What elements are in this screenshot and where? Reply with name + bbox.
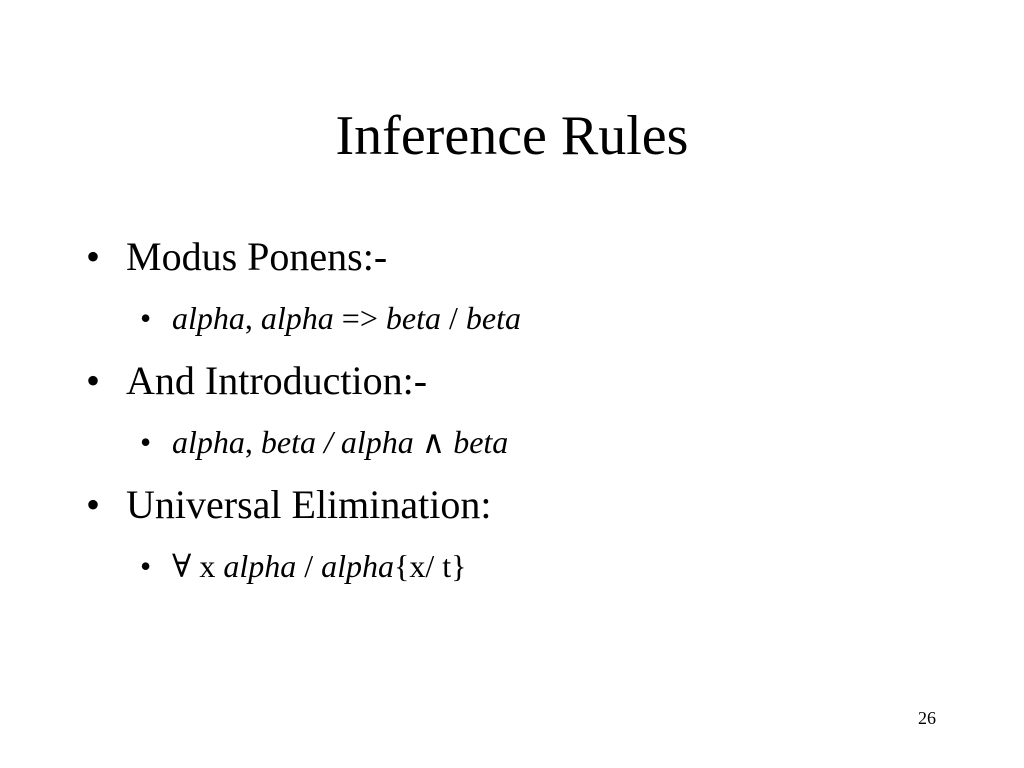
page-number: 26: [918, 708, 936, 728]
formula-operator: =>: [333, 300, 386, 336]
formula-term: beta: [465, 300, 521, 336]
bullet-dot-icon: •: [86, 358, 101, 403]
formula-term: alpha: [172, 424, 245, 460]
formula-and-operator: ∧: [413, 424, 454, 460]
formula-quantifier: ∀ x: [172, 548, 224, 584]
formula-slash: /: [315, 424, 341, 460]
bullet-dot-icon: •: [140, 548, 152, 584]
bullet-list: [86, 232, 966, 604]
bullet-dot-icon: •: [140, 424, 152, 460]
rule-heading: And Introduction:-: [126, 358, 428, 403]
slide-title: Inference Rules: [335, 105, 689, 167]
sub-bullet-modus-ponens-formula: [86, 298, 966, 338]
bullet-modus-ponens: [86, 232, 966, 282]
rule-heading: Modus Ponens:-: [126, 234, 388, 279]
sub-bullet-and-introduction-formula: [86, 422, 966, 462]
formula-term: alpha: [223, 548, 297, 584]
formula-term: alpha: [340, 424, 414, 460]
bullet-universal-elimination: [86, 480, 966, 530]
formula-substitution: {x/ t}: [393, 548, 467, 584]
bullet-dot-icon: •: [140, 300, 152, 336]
bullet-dot-icon: •: [86, 482, 101, 527]
bullet-dot-icon: •: [86, 234, 101, 279]
formula-term: beta: [385, 300, 441, 336]
formula-term: alpha: [172, 300, 245, 336]
sub-bullet-universal-elimination-formula: [86, 546, 966, 586]
formula-slash: /: [440, 300, 466, 336]
formula-term: alpha: [260, 300, 334, 336]
formula-term: alpha: [321, 548, 394, 584]
bullet-and-introduction: [86, 356, 966, 406]
formula-separator: ,: [244, 300, 261, 336]
formula-term: beta: [260, 424, 316, 460]
formula-slash: /: [296, 548, 322, 584]
rule-heading: Universal Elimination:: [126, 482, 492, 527]
formula-separator: ,: [244, 424, 261, 460]
formula-term: beta: [453, 424, 509, 460]
